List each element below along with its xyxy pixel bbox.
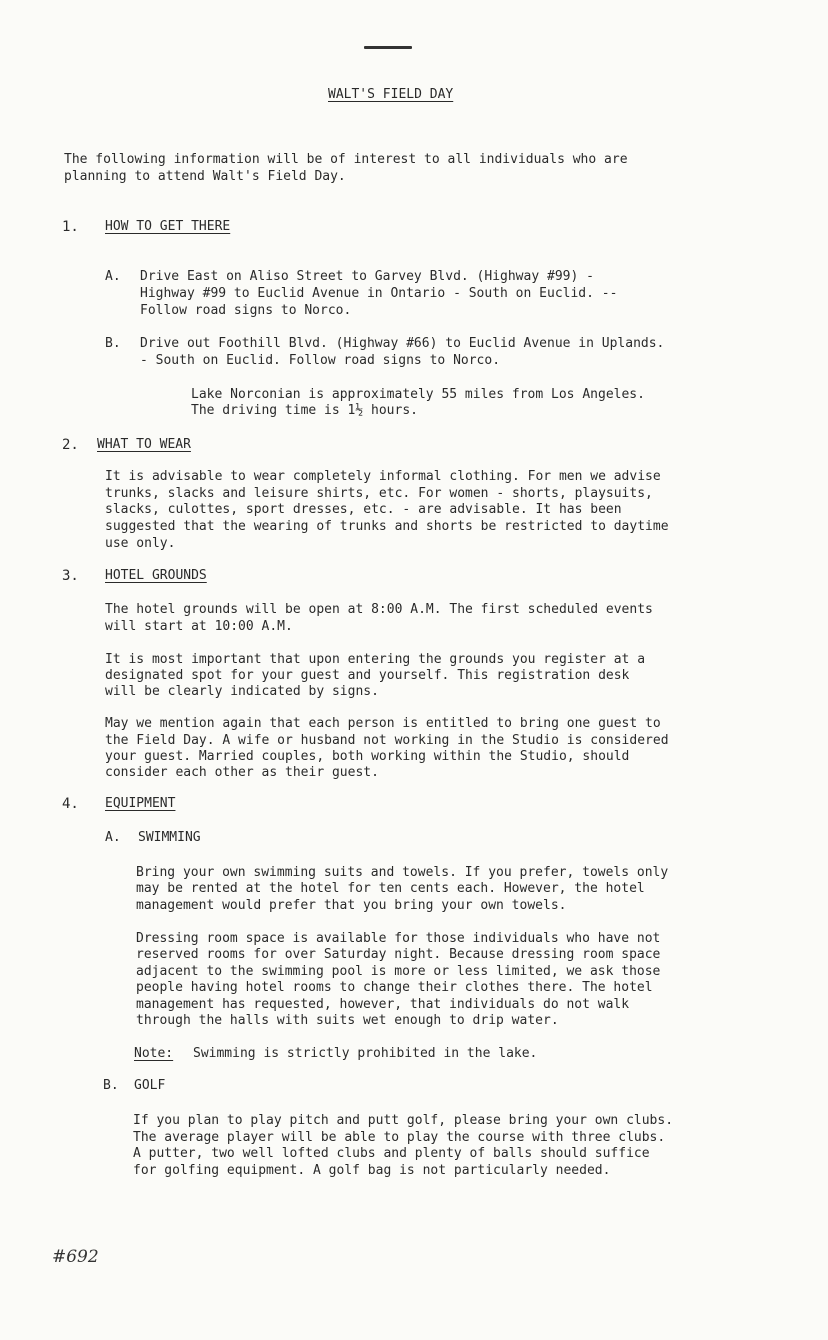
section-1b-label: B. — [105, 336, 121, 351]
page-number: #692 — [52, 1247, 99, 1267]
swimming-p2-line-4: people having hotel rooms to change their clothes there. The hotel — [136, 980, 653, 995]
section-4-heading: EQUIPMENT — [105, 796, 176, 811]
swimming-p1-line-1: Bring your own swimming suits and towels. If you prefer, towels only — [136, 865, 669, 880]
section-1-heading: HOW TO GET THERE — [105, 219, 231, 234]
section-2-line-2: trunks, slacks and leisure shirts, etc. For women - shorts, playsuits, — [105, 486, 653, 501]
section-3-p1-line-1: The hotel grounds will be open at 8:00 A.M. The first scheduled events — [105, 602, 653, 617]
section-2-number: 2. — [62, 437, 79, 453]
swimming-p1-line-2: may be rented at the hotel for ten cents each. However, the hotel — [136, 881, 645, 896]
section-4a-label: A. — [105, 830, 121, 845]
swimming-p2-line-3: adjacent to the swimming pool is more or less limited, we ask those — [136, 964, 661, 979]
golf-line-4: for golfing equipment. A golf bag is not particularly needed. — [133, 1163, 611, 1178]
golf-line-2: The average player will be able to play the course with three clubs. — [133, 1130, 666, 1145]
section-1b-line-2: - South on Euclid. Follow road signs to Norco. — [140, 353, 501, 368]
section-1b-line-1: Drive out Foothill Blvd. (Highway #66) to Euclid Avenue in Uplands. — [140, 336, 665, 351]
section-4b-heading: GOLF — [134, 1078, 166, 1093]
section-1a-line-3: Follow road signs to Norco. — [140, 303, 352, 318]
section-4-number: 4. — [62, 796, 79, 812]
section-3-p2-line-1: It is most important that upon entering the grounds you register at a — [105, 652, 646, 667]
section-1a-label: A. — [105, 269, 121, 284]
section-3-p2-line-2: designated spot for your guest and yourself. This registration desk — [105, 668, 630, 683]
section-2-heading: WHAT TO WEAR — [97, 437, 191, 452]
swimming-p2-line-1: Dressing room space is available for those individuals who have not — [136, 931, 661, 946]
intro-line-2: planning to attend Walt's Field Day. — [64, 168, 346, 184]
section-3-p3-line-2: the Field Day. A wife or husband not working in the Studio is considered — [105, 733, 669, 748]
section-3-p3-line-3: your guest. Married couples, both working within the Studio, should — [105, 749, 630, 764]
intro-line-1: The following information will be of interest to all individuals who are — [64, 152, 628, 167]
top-dash-mark — [364, 46, 412, 49]
section-3-number: 3. — [62, 568, 79, 584]
section-3-p3-line-1: May we mention again that each person is entitled to bring one guest to — [105, 716, 661, 731]
section-1a-line-2: Highway #99 to Euclid Avenue in Ontario - South on Euclid. -- — [140, 286, 618, 301]
swimming-p2-line-6: through the halls with suits wet enough to drip water. — [136, 1013, 559, 1028]
section-1-number: 1. — [62, 219, 79, 235]
section-2-line-5: use only. — [105, 536, 176, 551]
page-title: WALT'S FIELD DAY — [328, 87, 454, 102]
section-3-p2-line-3: will be clearly indicated by signs. — [105, 684, 379, 699]
section-3-heading: HOTEL GROUNDS — [105, 568, 207, 583]
swimming-p2-line-5: management has requested, however, that individuals do not walk — [136, 997, 630, 1012]
section-3-p1-line-2: will start at 10:00 A.M. — [105, 619, 293, 634]
swimming-note-label: Note: — [134, 1046, 174, 1061]
section-2-line-3: slacks, culottes, sport dresses, etc. - are advisable. It has been — [105, 502, 622, 517]
swimming-p2-line-2: reserved rooms for over Saturday night. Because dressing room space — [136, 947, 661, 962]
golf-line-1: If you plan to play pitch and putt golf, please bring your own clubs. — [133, 1113, 674, 1128]
section-4b-label: B. — [103, 1078, 119, 1093]
distance-note-line-1: Lake Norconian is approximately 55 miles from Los Angeles. — [191, 387, 645, 402]
distance-note-line-2: The driving time is 1½ hours. — [191, 403, 418, 418]
section-4a-heading: SWIMMING — [138, 830, 201, 845]
swimming-note-text: Swimming is strictly prohibited in the lake. — [193, 1046, 538, 1061]
golf-line-3: A putter, two well lofted clubs and plenty of balls should suffice — [133, 1146, 650, 1161]
swimming-p1-line-3: management would prefer that you bring your own towels. — [136, 898, 567, 913]
section-2-line-4: suggested that the wearing of trunks and shorts be restricted to daytime — [105, 519, 669, 534]
section-2-line-1: It is advisable to wear completely informal clothing. For men we advise — [105, 469, 661, 484]
section-3-p3-line-4: consider each other as their guest. — [105, 765, 379, 780]
section-1a-line-1: Drive East on Aliso Street to Garvey Blvd. (Highway #99) - — [140, 269, 594, 284]
